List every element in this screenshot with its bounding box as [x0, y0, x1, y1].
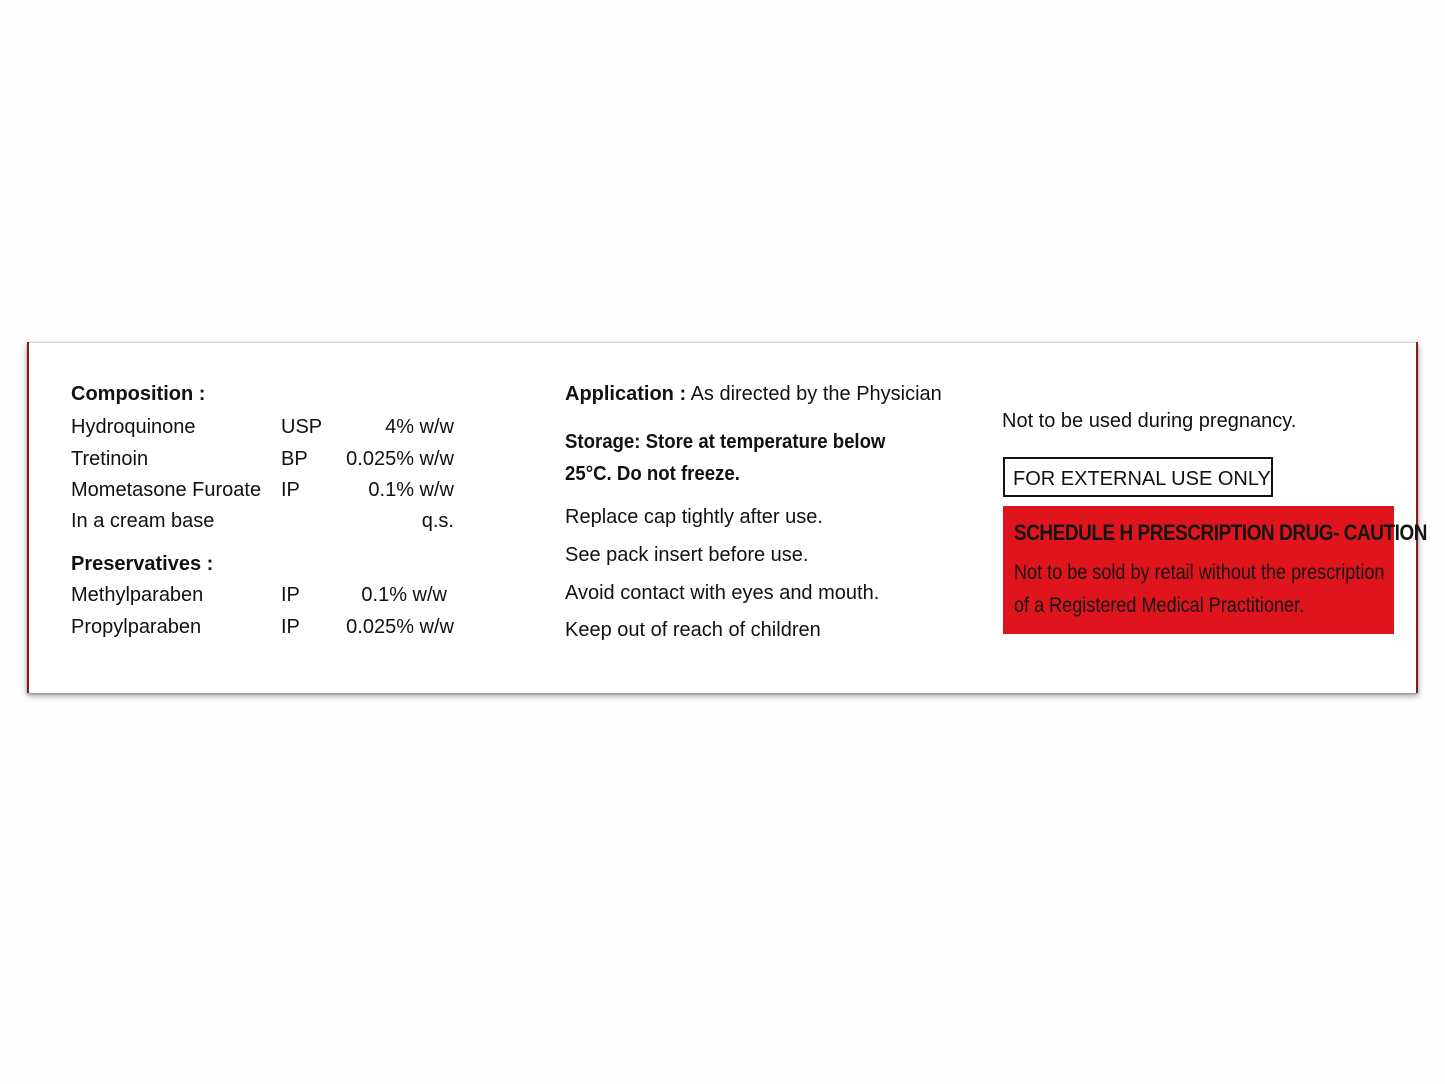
preservative-standard: IP — [281, 584, 300, 606]
ingredient-name: Hydroquinone — [71, 416, 196, 438]
ingredient-name: Tretinoin — [71, 448, 149, 470]
carton-side-panel — [27, 342, 1427, 693]
preservative-name: Propylparaben — [71, 616, 202, 638]
instruction-item: Keep out of reach of children — [565, 619, 821, 641]
pregnancy-warning: Not to be used during pregnancy. — [1002, 410, 1297, 432]
preservative-standard: IP — [281, 616, 300, 638]
external-use-box — [1003, 457, 1273, 497]
instruction-item: Avoid contact with eyes and mouth. — [565, 582, 880, 604]
ingredient-quantity: 0.1% w/w — [368, 479, 454, 501]
instruction-item: See pack insert before use. — [565, 544, 809, 566]
preservative-quantity: 0.1% w/w — [361, 584, 447, 606]
ingredient-standard: BP — [281, 448, 308, 470]
storage-line-2: 25°C. Do not freeze. — [565, 463, 740, 485]
ingredient-standard: IP — [281, 479, 300, 501]
ingredient-quantity: 0.025% w/w — [346, 448, 454, 470]
external-use-label: FOR EXTERNAL USE ONLY — [1013, 468, 1271, 490]
composition-heading: Composition : — [71, 383, 206, 405]
application-text: As directed by the Physician — [690, 383, 942, 405]
schedule-h-caution-box — [1003, 506, 1427, 634]
schedule-h-title: SCHEDULE H PRESCRIPTION DRUG- CAUTION — [1014, 520, 1427, 545]
ingredient-quantity: q.s. — [421, 510, 454, 532]
storage-line-1: Storage: Store at temperature below — [565, 431, 886, 453]
ingredient-standard: USP — [281, 416, 323, 438]
application-label: Application : — [565, 383, 687, 405]
ingredient-quantity: 4% w/w — [385, 416, 454, 438]
ingredient-name: In a cream base — [71, 510, 215, 532]
instruction-item: Replace cap tightly after use. — [565, 506, 823, 528]
schedule-h-line-2: of a Registered Medical Practitioner. — [1014, 594, 1305, 617]
preservatives-heading: Preservatives : — [71, 553, 214, 575]
preservative-name: Methylparaben — [71, 584, 204, 606]
schedule-h-line-1: Not to be sold by retail without the prescription — [1014, 561, 1385, 584]
preservative-quantity: 0.025% w/w — [346, 616, 454, 638]
ingredient-name: Mometasone Furoate — [71, 479, 262, 501]
application-line — [565, 382, 942, 406]
